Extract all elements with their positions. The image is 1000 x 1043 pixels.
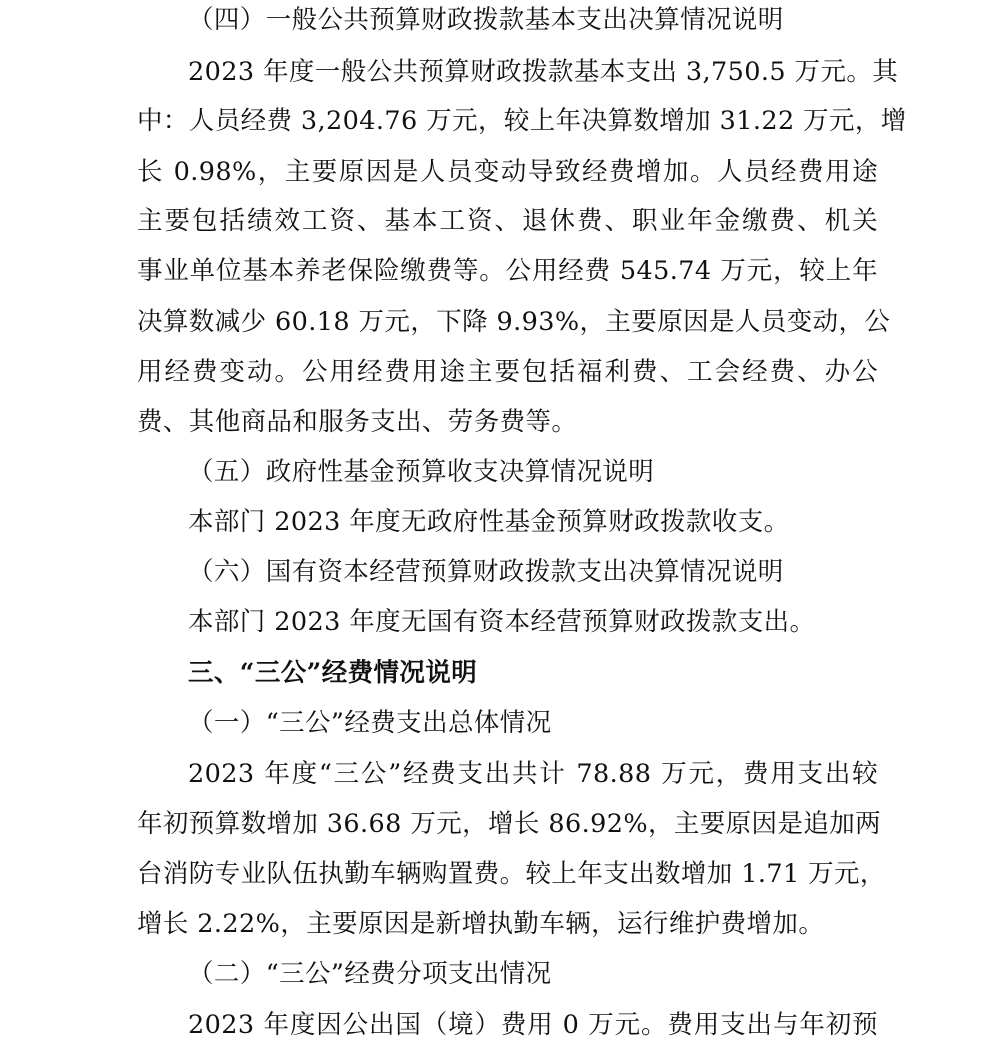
part-3-heading: 三、“三公”经费情况说明 [188,658,478,688]
section-6-paragraph: 本部门 2023 年度无国有资本经营预算财政拨款支出。 [188,607,816,637]
sub-1-paragraph-line: 2023 年度“三公”经费支出共计 78.88 万元，费用支出较 [188,759,878,789]
section-4-paragraph-line: 事业单位基本养老保险缴费等。公用经费 545.74 万元，较上年 [137,256,878,286]
section-4-paragraph-line: 用经费变动。公用经费用途主要包括福利费、工会经费、办公 [137,357,878,387]
section-4-paragraph-line: 费、其他商品和服务支出、劳务费等。 [137,407,578,437]
section-4-paragraph-line: 长 0.98%，主要原因是人员变动导致经费增加。人员经费用途 [137,157,878,187]
section-4-paragraph-line: 2023 年度一般公共预算财政拨款基本支出 3,750.5 万元。其 [188,57,899,87]
sub-2-paragraph-line: 2023 年度因公出国（境）费用 0 万元。费用支出与年初预 [188,1010,878,1040]
sub-1-paragraph-line: 年初预算数增加 36.68 万元，增长 86.92%，主要原因是追加两 [137,809,882,839]
section-5-paragraph: 本部门 2023 年度无政府性基金预算财政拨款收支。 [188,507,790,537]
section-4-heading: （四）一般公共预算财政拨款基本支出决算情况说明 [188,5,784,35]
section-4-paragraph-line: 主要包括绩效工资、基本工资、退休费、职业年金缴费、机关 [137,206,878,236]
section-4-paragraph-line: 决算数减少 60.18 万元，下降 9.93%，主要原因是人员变动，公 [137,307,891,337]
sub-1-heading: （一）“三公”经费支出总体情况 [188,708,552,738]
sub-1-paragraph-line: 增长 2.22%，主要原因是新增执勤车辆，运行维护费增加。 [137,909,825,939]
sub-2-heading: （二）“三公”经费分项支出情况 [188,959,552,989]
sub-1-paragraph-line: 台消防专业队伍执勤车辆购置费。较上年支出数增加 1.71 万元， [137,859,886,889]
section-6-heading: （六）国有资本经营预算财政拨款支出决算情况说明 [188,557,784,587]
section-5-heading: （五）政府性基金预算收支决算情况说明 [188,457,655,487]
section-4-paragraph-line: 中：人员经费 3,204.76 万元，较上年决算数增加 31.22 万元，增 [137,106,907,136]
